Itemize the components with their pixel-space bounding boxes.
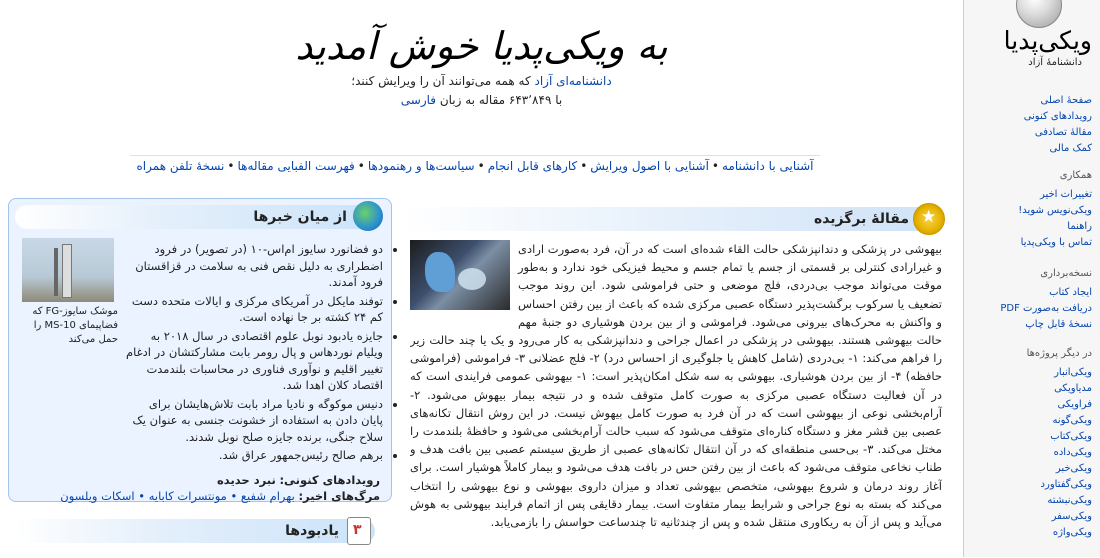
nav-recent-changes[interactable]: تغییرات اخیر [1039, 189, 1092, 200]
wikipedia-logo[interactable] [970, 0, 1100, 90]
nav-donate[interactable]: کمک مالی [1049, 143, 1092, 154]
nav-current-events[interactable]: رویدادهای کنونی [1023, 111, 1092, 122]
welcome-line-2 [0, 91, 963, 110]
news-item: • دنیس موکوگه و نادیا مراد بابت تلاش‌هایشان برای پایان دادن به استفاده از خشونت جنسی به عنوان یک سلاح جنگی، برنده جایزه صلح نوبل شدند. [125, 396, 383, 446]
news-list [125, 241, 395, 466]
news-item: • برهم صالح رئیس‌جمهور عراق شد. [125, 447, 383, 464]
project-meta[interactable]: فراویکی [1057, 399, 1092, 410]
calendar-day: ۳ [353, 522, 362, 538]
star-icon: ★ [913, 203, 945, 235]
news-heading: از میان خبرها [253, 209, 347, 225]
nav-create-book[interactable]: ایجاد کتاب [1049, 287, 1092, 298]
topnav-tasks[interactable]: کارهای قابل انجام [487, 159, 578, 173]
recent-deaths-links[interactable]: بهرام شفیع • مونتسرات کابایه • اسکات ویلسون [60, 489, 295, 503]
nav-help[interactable]: راهنما [1067, 221, 1092, 232]
calendar-icon [347, 517, 371, 545]
news-item: • توفند مایکل در آمریکای مرکزی و ایالات متحده دست کم ۲۴ کشته بر جا نهاده است. [125, 293, 383, 326]
nav-random-article[interactable]: مقالهٔ تصادفی [1034, 127, 1092, 138]
ongoing-label: رویدادهای کنونی: [279, 473, 380, 487]
welcome-title: به ویکی‌پدیا خوش آمدید [295, 24, 668, 68]
nav-printable[interactable]: نسخهٔ قابل چاپ [1025, 319, 1092, 330]
topnav-mobile[interactable]: نسخهٔ تلفن همراه [136, 159, 225, 173]
sidebar [963, 0, 1100, 557]
welcome-line-2-mid: مقاله به زبان [436, 93, 509, 107]
nav-portal [970, 93, 1100, 157]
logo-tagline: دانشنامهٔ آزاد [1028, 57, 1082, 68]
projects-portal [970, 348, 1100, 541]
globe-icon [1016, 0, 1062, 28]
news-image-caption: موشک سایوز-FG که فضاپیمای MS-10 را حمل می‌کند [32, 306, 118, 345]
projects-heading: در دیگر پروژه‌ها [1026, 348, 1092, 359]
news-item: • دو فضانورد سایوز ام‌اس-۱۰ (در تصویر) در فرود اضطراری به دلیل نقص فنی به سلامت در قزاقستان فرود آمدند. [125, 241, 383, 291]
anniversaries-header [15, 519, 375, 543]
featured-article-header [400, 207, 945, 231]
logo-name: ویکی‌پدیا [1003, 26, 1092, 55]
project-wikispecies[interactable]: ویکی‌گونه [1052, 415, 1092, 426]
anesthesia-image[interactable] [410, 240, 510, 310]
anniversaries-heading: یادبودها [285, 523, 339, 539]
news-header [15, 205, 383, 229]
project-wikiquote[interactable]: ویکی‌گفتاورد [1040, 479, 1092, 490]
nav-become-editor[interactable]: ویکی‌نویس شوید! [1018, 205, 1092, 216]
welcome-line-2-pre: با [551, 93, 563, 107]
nav-contact[interactable]: تماس با ویکی‌پدیا [1020, 237, 1092, 248]
soyuz-rocket-image[interactable] [22, 238, 114, 302]
topnav-policies[interactable]: سیاست‌ها و رهنمودها [367, 159, 475, 173]
welcome-banner [0, 20, 963, 110]
welcome-line-1 [0, 72, 963, 91]
news-item: • جایزه یادبود نوبل علوم اقتصادی در سال ۲۰۱۸ به ویلیام نوردهاس و پال رومر بابت مشارکتشان در ادغام تغییر اقلیم و نوآوری فناوری در محاسبات بلندمدت اقتصاد کلان اهدا شد. [125, 328, 383, 394]
persian-language-link[interactable]: فارسی [400, 93, 437, 107]
ongoing-events [30, 472, 380, 504]
project-commons[interactable]: ویکی‌انبار [1054, 367, 1092, 378]
project-wikidata[interactable]: ویکی‌داده [1053, 447, 1092, 458]
project-wikivoyage[interactable]: ویکی‌سفر [1051, 511, 1092, 522]
topnav-editing-basics[interactable]: آشنایی با اصول ویرایش [590, 159, 709, 173]
project-wikinews[interactable]: ویکی‌خبر [1055, 463, 1092, 474]
project-wiktionary[interactable]: ویکی‌واژه [1052, 527, 1092, 538]
interaction-portal [970, 170, 1100, 251]
project-mediawiki[interactable]: مدیاویکی [1054, 383, 1092, 394]
print-heading: نسخه‌برداری [1040, 268, 1092, 279]
article-count: ۶۴۳٬۸۴۹ [508, 93, 552, 107]
topnav-about[interactable]: آشنایی با دانشنامه [721, 159, 814, 173]
welcome-line-1-text: که همه می‌توانند آن را ویرایش کنند؛ [351, 74, 535, 88]
recent-deaths-label: مرگ‌های اخیر: [298, 489, 380, 503]
topnav-alphabetical-index[interactable]: فهرست الفبایی مقاله‌ها [237, 159, 355, 173]
ongoing-event-link[interactable]: نبرد حدیده [217, 473, 276, 487]
nav-main-page[interactable]: صفحهٔ اصلی [1040, 95, 1092, 106]
featured-article-body: بیهوشی در پزشکی و دندانپزشکی حالت القاء شده‌ای است که در آن، فرد به‌صورت ارادی و غیرارادی کنترلی بر قسمتی از جسم یا تمام جسم و محیط فیزیکی خود ندارد و به‌طور موقت می‌تواند موجب بی‌دردی، فلج موضعی و حتی فراموشی شود. این روند موجب تضعیف یا سرکوب برگشت‌پذیر دستگاه عصبی مرکزی شده که باعث از بین رفتن احساس و واکنش به محرک‌های بیرونی می‌شود. فراموشی و از بین بردن هوشیاری دو جنبهٔ مهم حالت بیهوشی هستند. بیهوشی در پزشکی در اعمال جراحی و دندانپزشکی به کار می‌رود و یک یا چند حالت زیر را فراهم می‌کند: ۱- بی‌دردی (شامل کاهش یا جلوگیری از احساس درد) ۲- فلج عضلانی ۳- فراموشی (فراموشی حافظه) ۴- از بین بردن هوشیاری. بیهوشی به سه شکل امکان‌پذیر است: ۱- بیهوشی عمومی فرایندی است که در آن فعالیت دستگاه عصبی مرکزی به صورت کامل متوقف شده و در نتیجه بیمار بیهوش می‌شود. ۲- آرام‌بخشی نوعی از بیهوشی است که در آن فرد به صورت کامل بیهوش نیست. در این روش انتقال تکانه‌های عصبی بین قشر مغز و دستگاه کناره‌ای متوقف می‌شود که سبب حالت آرام‌بخشی می‌شود و حافظهٔ بلندمدت را مختل می‌کند. ۳- بی‌حسی منطقه‌ای که در آن انتقال تکانه‌های عصبی از طریق سیستم عصبی بین بافت هدف و طناب نخاعی متوقف می‌شود که باعث از بین رفتن حس در بافت هدف می‌شود و بیمار کاملاً هوشیار است. برای آغاز روند درمان و شروع بیهوشی، متخصص بیهوشی تعداد و میزان داروی بیهوشی و نوع بیهوشی را انتخاب می‌کند که بسته به نوع جراحی و شرایط بیمار متفاوت است. بیمار دقایقی پس از اتمام فرایند بیهوشی به هوش می‌آید و پس از آن به ریکاوری منتقل شده و پس از چندثانیه تا چندساعت حواسش را بازمی‌یابد. [410, 242, 942, 530]
top-navigation: آشنایی با دانشنامه•آشنایی با اصول ویرایش•کارهای قابل انجام•سیاست‌ها و رهنمودها•فهرست الفبایی مقاله‌ها•نسخهٔ تلفن همراه [130, 155, 820, 173]
interaction-heading: همکاری [1059, 170, 1092, 181]
free-encyclopedia-link[interactable]: دانشنامه‌ای آزاد [534, 74, 612, 88]
globe-news-icon [353, 201, 383, 231]
project-wikisource[interactable]: ویکی‌نبشته [1047, 495, 1092, 506]
nav-download-pdf[interactable]: دریافت به‌صورت PDF [1000, 303, 1092, 314]
featured-article-heading: مقالهٔ برگزیده [813, 211, 909, 227]
print-portal [970, 268, 1100, 333]
project-wikibooks[interactable]: ویکی‌کتاب [1050, 431, 1092, 442]
